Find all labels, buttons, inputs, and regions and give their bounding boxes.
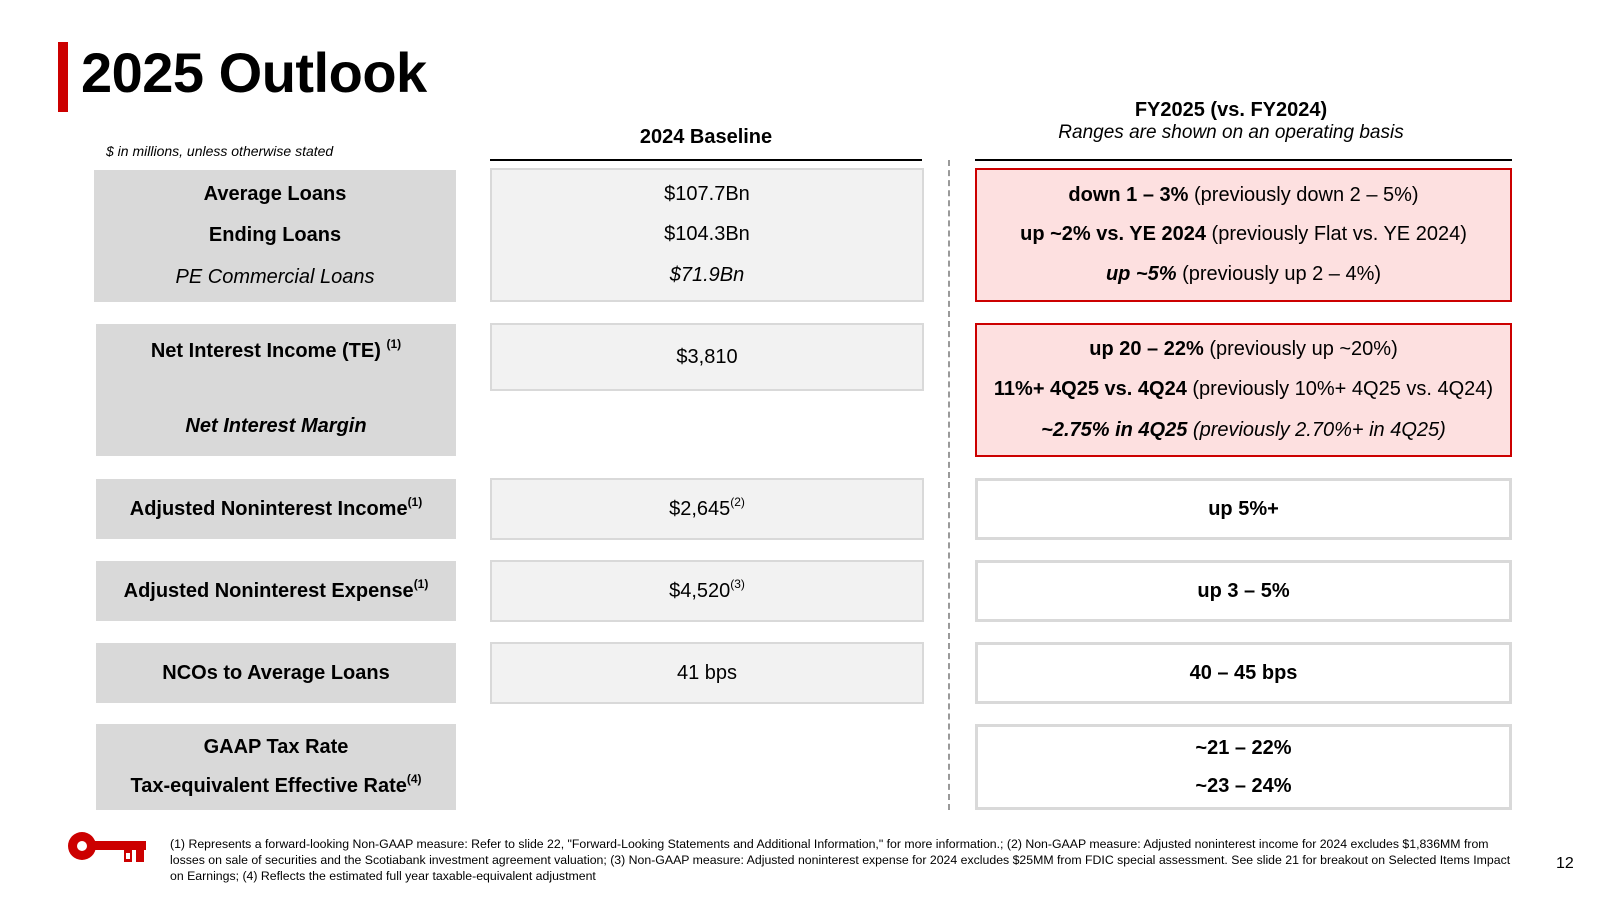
label-average-loans: Average Loans xyxy=(203,183,347,206)
outlook-nii-growth: up 20 – 22% (previously up ~20%) xyxy=(1089,337,1398,360)
outlook-ending-loans: up ~2% vs. YE 2024 (previously Flat vs. YE 2024) xyxy=(1020,223,1467,246)
baseline-ending-loans: $104.3Bn xyxy=(664,223,750,246)
page-number: 12 xyxy=(1556,855,1574,872)
baseline-header-rule xyxy=(490,159,922,161)
baseline-average-loans: $107.7Bn xyxy=(664,182,750,205)
baseline-adj-noninterest-income: $2,645$^{(2)}$ xyxy=(490,478,924,540)
outlook-tax xyxy=(975,724,1512,810)
outlook-header xyxy=(975,99,1487,144)
baseline-nii xyxy=(490,323,924,391)
column-divider xyxy=(948,160,950,810)
outlook-header-subtitle: Ranges are shown on an operating basis xyxy=(1058,122,1404,143)
label-loans xyxy=(94,170,456,302)
baseline-pe-commercial-loans: $71.9Bn xyxy=(669,264,745,287)
label-net-interest-income: Net Interest Income (TE) $^{(1)}$ xyxy=(150,337,402,362)
label-nii xyxy=(96,324,456,456)
outlook-ncos: 40 – 45 bps xyxy=(975,642,1512,704)
label-adj-noninterest-income: Adjusted Noninterest Income$^{(1)}$ xyxy=(96,479,456,539)
label-net-interest-margin: Net Interest Margin xyxy=(185,415,367,437)
label-gaap-tax-rate: GAAP Tax Rate xyxy=(203,736,349,758)
label-pe-commercial-loans: PE Commercial Loans xyxy=(175,265,375,288)
outlook-adj-noninterest-income: up 5%+ xyxy=(975,478,1512,540)
label-tax-equivalent-rate: Tax-equivalent Effective Rate$^{(4)}$ xyxy=(130,772,422,797)
page-title: 2025 Outlook xyxy=(81,41,427,104)
footnotes: (1) Represents a forward-looking Non-GAAP measure: Refer to slide 22, "Forward-Looking Statements and Additional Information," for more information.; (2) Non-GAAP measure: Adjusted noninterest income for 2024 excludes $1,836MM from losses on sale of securities and the Scotiabank investment agreement valuation; (3) Non-GAAP measure: Adjusted noninterest expense for 2024 excludes $25MM from FDIC special assessment. See slide 21 for breakout on Selected Items Impact on Earnings; (4) Reflects the estimated full year taxable-equivalent adjustment xyxy=(170,837,1511,883)
outlook-header-rule xyxy=(975,159,1512,161)
baseline-header: 2024 Baseline xyxy=(639,126,773,148)
label-ncos: NCOs to Average Loans xyxy=(96,643,456,703)
label-tax xyxy=(96,724,456,810)
label-ending-loans: Ending Loans xyxy=(208,224,342,247)
baseline-adj-noninterest-expense: $4,520$^{(3)}$ xyxy=(490,560,924,622)
outlook-gaap-tax-rate: ~21 – 22% xyxy=(1195,736,1292,759)
outlook-header-title: FY2025 (vs. FY2024) xyxy=(1134,99,1328,121)
outlook-nim: ~2.75% in 4Q25 (previously 2.70%+ in 4Q25) xyxy=(1041,419,1446,442)
outlook-pe-commercial-loans: up ~5% (previously up 2 – 4%) xyxy=(1105,262,1382,285)
outlook-nii-quarterly: 11%+ 4Q25 vs. 4Q24 (previously 10%+ 4Q25 vs. 4Q24) xyxy=(993,378,1494,401)
outlook-nii xyxy=(975,323,1512,457)
baseline-ncos: 41 bps xyxy=(490,642,924,704)
key-logo-icon xyxy=(68,826,148,866)
title-accent-bar xyxy=(58,42,68,112)
outlook-average-loans: down 1 – 3% (previously down 2 – 5%) xyxy=(1068,184,1419,207)
outlook-loans xyxy=(975,168,1512,302)
baseline-net-interest-income: $3,810 xyxy=(676,345,738,368)
label-adj-noninterest-expense: Adjusted Noninterest Expense$^{(1)}$ xyxy=(96,561,456,621)
outlook-adj-noninterest-expense: up 3 – 5% xyxy=(975,560,1512,622)
outlook-tax-equivalent-rate: ~23 – 24% xyxy=(1195,774,1292,797)
baseline-loans xyxy=(490,168,924,302)
units-note: $ in millions, unless otherwise stated xyxy=(106,143,334,159)
